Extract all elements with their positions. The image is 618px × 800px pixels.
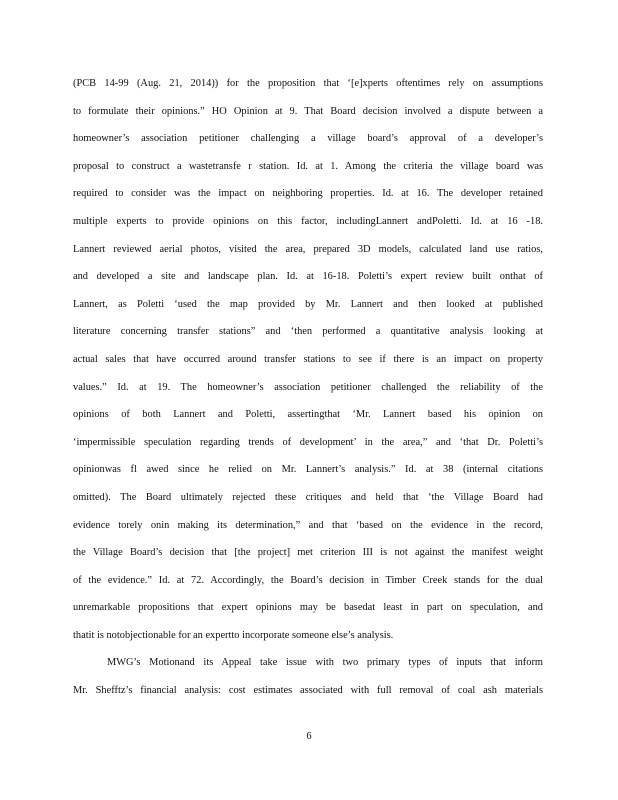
text-line: Lannert, as Poletti ‘used the map provided by Mr. Lannert and then looked at published <box>73 298 543 310</box>
text-line: (PCB 14-99 (Aug. 21, 2014)) for the proposition that ‘[e]xperts oftentimes rely on assumptions <box>73 78 543 89</box>
paragraph-2 <box>73 649 543 704</box>
text-line: omitted). The Board ultimately rejected these critiques and held that ‘the Village Board had <box>73 491 543 503</box>
body-text <box>73 70 543 705</box>
text-line: homeowner’s association petitioner challenging a village board’s approval of a developer’s <box>73 133 543 145</box>
text-line: proposal to construct a wastetransfe r station. Id. at 1. Among the criteria the village board was <box>73 160 543 172</box>
text-line: Lannert reviewed aerial photos, visited the area, prepared 3D models, calculated land use ratios, <box>73 243 543 255</box>
text-line: Mr. Shefftz’s financial analysis: cost estimates associated with full removal of coal ash materials <box>73 685 543 697</box>
text-line: unremarkable propositions that expert opinions may be basedat least in part on speculation, and <box>73 602 543 614</box>
text-line: of the evidence.” Id. at 72. Accordingly, the Board’s decision in Timber Creek stands for the dual <box>73 574 543 586</box>
text-line: the Village Board’s decision that [the project] met criterion III is not against the manifest weight <box>73 547 543 559</box>
paragraph-1 <box>73 70 543 649</box>
text-line: actual sales that have occurred around transfer stations to see if there is an impact on property <box>73 353 543 365</box>
text-line: multiple experts to provide opinions on this factor, includingLannert andPoletti. Id. at 16 -18. <box>73 215 543 227</box>
text-line: ‘impermissible speculation regarding trends of development’ in the area,” and ‘that Dr. Poletti’s <box>73 436 543 448</box>
text-line: values.” Id. at 19. The homeowner’s association petitioner challenged the reliability of the <box>73 381 543 393</box>
page-number: 6 <box>306 731 312 742</box>
text-line: thatit is notobjectionable for an expertto incorporate someone else’s analysis. <box>73 629 394 641</box>
text-line: MWG’s Motionand its Appeal take issue with two primary types of inputs that inform <box>107 657 543 669</box>
text-line: and developed a site and landscape plan. Id. at 16-18. Poletti’s expert review built onthat of <box>73 271 543 283</box>
text-line: opinions of both Lannert and Poletti, assertingthat ‘Mr. Lannert based his opinion on <box>73 409 543 421</box>
text-line: literature concerning transfer stations” and ‘then performed a quantitative analysis looking at <box>73 326 543 338</box>
text-line: to formulate their opinions.” HO Opinion at 9. That Board decision involved a dispute between a <box>73 105 543 117</box>
text-line: opinionwas fl awed since he relied on Mr. Lannert’s analysis.” Id. at 38 (internal citations <box>73 464 543 476</box>
text-line: required to consider was the impact on neighboring properties. Id. at 16. The developer retained <box>73 188 543 200</box>
text-line: evidence torely onin making its determination,” and that ‘based on the evidence in the record, <box>73 519 543 531</box>
